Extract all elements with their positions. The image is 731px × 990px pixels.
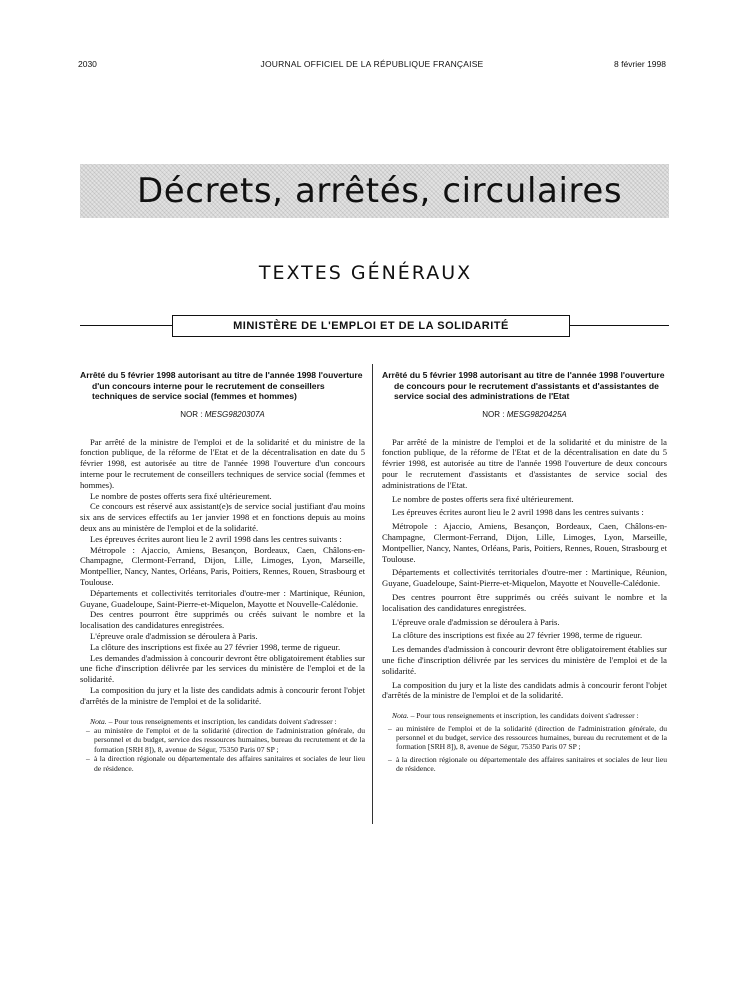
note-intro xyxy=(382,711,667,720)
paragraph: Les épreuves écrites auront lieu le 2 avril 1998 dans les centres suivants : xyxy=(392,507,644,518)
paragraph: Par arrêté de la ministre de l'emploi et de la solidarité et du ministre de la fonction publique, de la réforme de l'Etat et de la décentralisation en date du 5 février 1998, est autorisée au titre de l'année 1998 l'ouverture de deux concours pour le recrutement d'assistants et d'assistantes de service social des administrations de l'Etat. xyxy=(382,436,667,490)
note-intro-text: – Pour tous renseignements et inscription, les candidats doivent s'adresser : xyxy=(408,711,639,721)
article-right xyxy=(382,370,667,777)
paragraph: Départements et collectivités territoriales d'outre-mer : Martinique, Réunion, Guyane, Guadeloupe, Saint-Pierre-et-Miquelon, Mayotte et Nouvelle-Calédonie. xyxy=(80,587,365,609)
paragraph: Les demandes d'admission à concourir devront être obligatoirement établies sur une fiche d'inscription délivrée par les services du ministère de l'emploi et de la solidarité. xyxy=(382,644,667,676)
paragraph: L'épreuve orale d'admission se déroulera à Paris. xyxy=(392,616,560,627)
article-title: Arrêté du 5 février 1998 autorisant au titre de l'année 1998 l'ouverture d'un concours interne pour le recrutement de conseillers techniques de service social (femmes et hommes) xyxy=(80,370,363,402)
note-item: – à la direction régionale ou départementale des affaires sanitaires et sociales de leur lieu de résidence. xyxy=(86,754,365,773)
paragraph: Ce concours est réservé aux assistant(e)s de service social justifiant d'au moins six ans de services effectifs au 1er janvier 1998 et en fonctions depuis au moins deux ans au ministère de l'emploi et de la solidarité. xyxy=(80,501,365,533)
paragraph: La clôture des inscriptions est fixée au 27 février 1998, terme de rigueur. xyxy=(392,630,643,641)
note-label: Nota. xyxy=(392,711,409,721)
paragraph: Métropole : Ajaccio, Amiens, Besançon, Bordeaux, Caen, Châlons-en-Champagne, Clermont-Ferrand, Dijon, Lille, Limoges, Lyon, Marseille, Montpellier, Nancy, Nantes, Orléans, Paris, Poitiers, Rennes, Rouen, Strasbourg et Toulouse. xyxy=(80,544,365,587)
note-item: – à la direction régionale ou départementale des affaires sanitaires et sociales de leur lieu de résidence. xyxy=(388,754,667,774)
ministry-title: MINISTÈRE DE L'EMPLOI ET DE LA SOLIDARITÉ xyxy=(172,315,570,337)
paragraph: Des centres pourront être supprimés ou créés suivant le nombre et la localisation des candidatures enregistrées. xyxy=(382,591,667,613)
nor-label: NOR : xyxy=(180,409,203,419)
section-banner xyxy=(80,164,669,218)
page-header xyxy=(78,59,666,73)
issue-date: 8 février 1998 xyxy=(614,59,666,69)
journal-title: JOURNAL OFFICIEL DE LA RÉPUBLIQUE FRANÇAISE xyxy=(260,59,484,69)
paragraph: Par arrêté de la ministre de l'emploi et de la solidarité et du ministre de la fonction publique, de la réforme de l'Etat et de la décentralisation en date du 5 février 1998, est autorisée au titre de l'année 1998 l'ouverture d'un concours interne pour le recrutement de conseillers techniques de service social (femmes et hommes). xyxy=(80,436,365,490)
nor-reference xyxy=(80,410,365,421)
note xyxy=(80,717,365,773)
article-body xyxy=(80,437,365,707)
paragraph: Les demandes d'admission à concourir devront être obligatoirement établies sur une fiche d'inscription délivrée par les services du ministère de l'emploi et de la solidarité. xyxy=(80,652,365,685)
banner-title: Décrets, arrêtés, circulaires xyxy=(137,171,623,211)
paragraph: Le nombre de postes offerts sera fixé ultérieurement. xyxy=(90,490,272,501)
nor-code: MESG9820425A xyxy=(506,409,567,419)
paragraph: La clôture des inscriptions est fixée au 27 février 1998, terme de rigueur. xyxy=(90,641,341,652)
article-left xyxy=(80,370,365,773)
article-body xyxy=(382,437,667,702)
nor-label: NOR : xyxy=(482,409,505,419)
nor-code: MESG9820307A xyxy=(204,409,265,419)
ministry-rule-left xyxy=(80,325,172,326)
note-item: – au ministère de l'emploi et de la solidarité (direction de l'administration générale, du personnel et du budget, service des ressources humaines, bureau du recrutement et de la formation [SRH 8]), 8, avenue de Ségur, 75350 Paris 07 SP ; xyxy=(86,725,365,754)
column-divider xyxy=(372,364,373,824)
paragraph: Les épreuves écrites auront lieu le 2 avril 1998 dans les centres suivants : xyxy=(90,533,342,544)
paragraph: Métropole : Ajaccio, Amiens, Besançon, Bordeaux, Caen, Châlons-en-Champagne, Clermont-Ferrand, Dijon, Lille, Limoges, Lyon, Marseille, Montpellier, Nancy, Nantes, Orléans, Paris, Poitiers, Rennes, Rouen, Strasbourg et Toulouse. xyxy=(382,521,667,564)
paragraph: Départements et collectivités territoriales d'outre-mer : Martinique, Réunion, Guyane, Guadeloupe, Saint-Pierre-et-Miquelon, Mayotte et Nouvelle-Calédonie. xyxy=(382,567,667,589)
paragraph: L'épreuve orale d'admission se déroulera à Paris. xyxy=(90,630,258,641)
note-item: – au ministère de l'emploi et de la solidarité (direction de l'administration générale, du personnel et du budget, service des ressources humaines, bureau du recrutement et de la formation [SRH 8]), 8, avenue de Ségur, 75350 Paris 07 SP ; xyxy=(388,723,667,752)
paragraph: La composition du jury et la liste des candidats admis à concourir feront l'objet d'arrêtés de la ministre de l'emploi et de la solidarité. xyxy=(80,684,365,706)
section-title: TEXTES GÉNÉRAUX xyxy=(258,262,473,284)
note-intro-text: – Pour tous renseignements et inscription, les candidats doivent s'adresser : xyxy=(106,716,337,726)
note-label: Nota. xyxy=(90,716,107,726)
page-number: 2030 xyxy=(78,59,97,69)
paragraph: La composition du jury et la liste des candidats admis à concourir feront l'objet d'arrêtés de la ministre de l'emploi et de la solidarité. xyxy=(382,679,667,701)
note xyxy=(382,711,667,773)
ministry-rule-right xyxy=(570,325,669,326)
paragraph: Des centres pourront être supprimés ou créés suivant le nombre et la localisation des candidatures enregistrées. xyxy=(80,609,365,631)
nor-reference xyxy=(382,410,667,421)
paragraph: Le nombre de postes offerts sera fixé ultérieurement. xyxy=(392,493,574,504)
note-intro xyxy=(80,717,365,726)
article-title: Arrêté du 5 février 1998 autorisant au titre de l'année 1998 l'ouverture de concours pour le recrutement d'assistants et d'assistantes de service social des administrations de l'Etat xyxy=(382,370,665,402)
